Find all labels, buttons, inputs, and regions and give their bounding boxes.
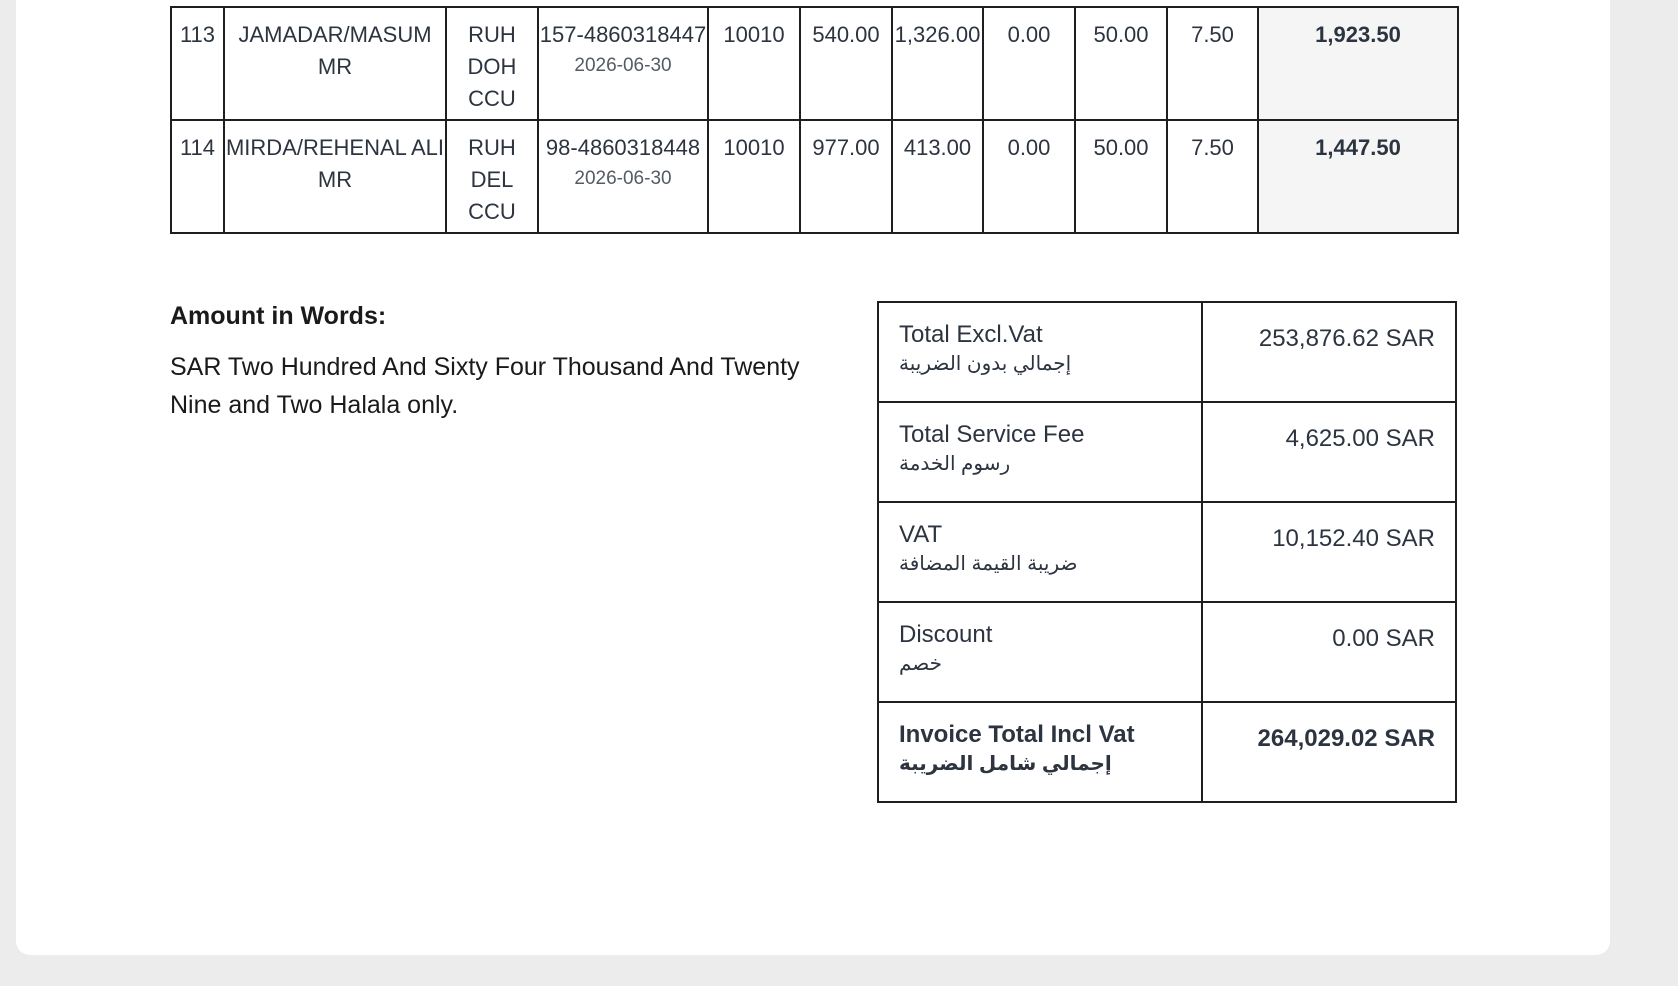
- service-fee: 50.00: [1075, 120, 1167, 233]
- ticket-number: 157-4860318447 2026-06-30: [538, 7, 708, 120]
- row-total: 1,447.50: [1258, 120, 1458, 233]
- summary-value: 4,625.00 SAR: [1202, 402, 1456, 502]
- row-total: 1,923.50: [1258, 7, 1458, 120]
- summary-value: 264,029.02 SAR: [1202, 702, 1456, 802]
- summary-label-arabic: رسوم الخدمة: [899, 453, 1011, 475]
- invoice-summary-table: [877, 301, 1457, 803]
- row-number: 113: [171, 7, 224, 120]
- table-row: [171, 7, 1458, 120]
- amount-in-words-text: SAR Two Hundred And Sixty Four Thousand And Twenty Nine and Two Halala only.: [170, 353, 800, 419]
- tax: 1,326.00: [892, 7, 983, 120]
- summary-value: 253,876.62 SAR: [1202, 302, 1456, 402]
- summary-label: VAT: [899, 521, 943, 548]
- ticket-date: 2026-06-30: [574, 55, 672, 76]
- summary-row-service-fee: [878, 402, 1456, 502]
- summary-label-arabic: إجمالي بدون الضريبة: [899, 353, 1072, 375]
- service-fee: 50.00: [1075, 7, 1167, 120]
- summary-label: Total Excl.Vat: [899, 321, 1043, 348]
- summary-label: Invoice Total Incl Vat: [899, 721, 1135, 748]
- tax: 413.00: [892, 120, 983, 233]
- summary-label-arabic: إجمالي شامل الضريبة: [899, 753, 1112, 775]
- passenger-name: JAMADAR/MASUM MR: [224, 7, 446, 120]
- vat: 7.50: [1167, 7, 1258, 120]
- summary-row-vat: [878, 502, 1456, 602]
- code: 10010: [708, 120, 800, 233]
- amount-col8: 0.00: [983, 7, 1075, 120]
- ticket-number: 98-4860318448 2026-06-30: [538, 120, 708, 233]
- summary-label-arabic: خصم: [899, 653, 943, 675]
- summary-row-invoice-total: [878, 702, 1456, 802]
- route: RUH DEL CCU: [446, 120, 538, 233]
- fare: 977.00: [800, 120, 892, 233]
- code: 10010: [708, 7, 800, 120]
- route: RUH DOH CCU: [446, 7, 538, 120]
- ticket-date: 2026-06-30: [574, 168, 672, 189]
- row-number: 114: [171, 120, 224, 233]
- summary-row-discount: [878, 602, 1456, 702]
- amount-col8: 0.00: [983, 120, 1075, 233]
- ticket-items-table: [170, 6, 1459, 234]
- table-row: [171, 120, 1458, 233]
- summary-label: Total Service Fee: [899, 421, 1085, 448]
- summary-label: Discount: [899, 621, 993, 648]
- summary-value: 0.00 SAR: [1202, 602, 1456, 702]
- amount-in-words-title: Amount in Words:: [170, 302, 387, 330]
- vat: 7.50: [1167, 120, 1258, 233]
- summary-value: 10,152.40 SAR: [1202, 502, 1456, 602]
- summary-label-arabic: ضريبة القيمة المضافة: [899, 553, 1078, 575]
- fare: 540.00: [800, 7, 892, 120]
- passenger-name: MIRDA/REHENAL ALI MR: [224, 120, 446, 233]
- summary-row-total-excl-vat: [878, 302, 1456, 402]
